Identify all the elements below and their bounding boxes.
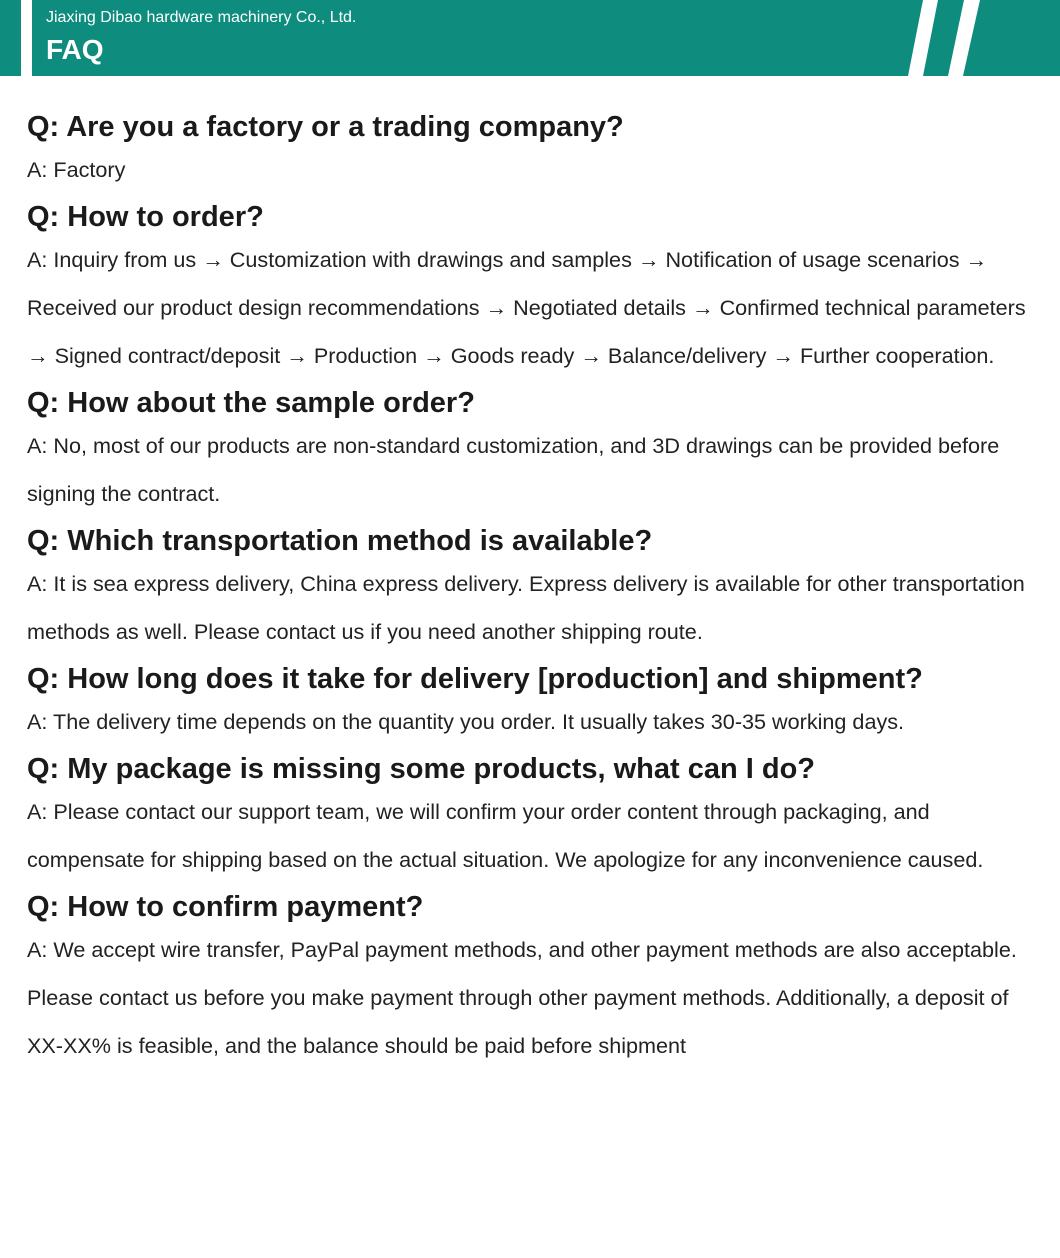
company-name: Jiaxing Dibao hardware machinery Co., Ltd. [46,9,357,26]
faq-item [27,888,1037,1070]
faq-question: Q: How to confirm payment? [27,891,424,923]
faq-question: Q: How to order? [27,201,264,233]
faq-answer: A: The delivery time depends on the quantity you order. It usually takes 30-35 working days. [27,709,905,734]
faq-item [27,522,1037,656]
faq-item [27,660,1037,746]
faq-question: Q: My package is missing some products, what can I do? [27,753,816,785]
faq-item [27,384,1037,518]
faq-answer: A: Factory [27,157,126,182]
page-title: FAQ [46,34,104,65]
faq-answer: A: No, most of our products are non-standard customization, and 3D drawings can be provided before signing the contract. [27,433,1000,506]
faq-question: Q: Which transportation method is available? [27,525,653,557]
faq-answer: A: Please contact our support team, we will confirm your order content through packaging, and compensate for shipping based on the actual situation. We apologize for any inconvenience caused. [27,799,984,872]
faq-list [27,108,1037,1074]
faq-item [27,108,1037,194]
faq-item [27,198,1037,380]
header-banner [0,0,1060,76]
faq-question: Q: How about the sample order? [27,387,475,419]
faq-question: Q: How long does it take for delivery [production] and shipment? [27,663,923,695]
faq-answer: A: We accept wire transfer, PayPal payment methods, and other payment methods are also acceptable. Please contact us before you make payment through other payment methods. Additionally, a deposit of XX-XX% is feasible, and the balance should be paid before shipment [27,937,1017,1058]
faq-answer: A: Inquiry from us → Customization with drawings and samples → Notification of usage scenarios → Received our product design recommendations → Negotiated details → Confirmed technical parameters → Signed contract/deposit → Production → Goods ready → Balance/delivery → Further cooperation. [27,247,1026,368]
faq-item [27,750,1037,884]
faq-answer: A: It is sea express delivery, China express delivery. Express delivery is available for other transportation methods as well. Please contact us if you need another shipping route. [27,571,1025,644]
faq-question: Q: Are you a factory or a trading company? [27,111,624,143]
